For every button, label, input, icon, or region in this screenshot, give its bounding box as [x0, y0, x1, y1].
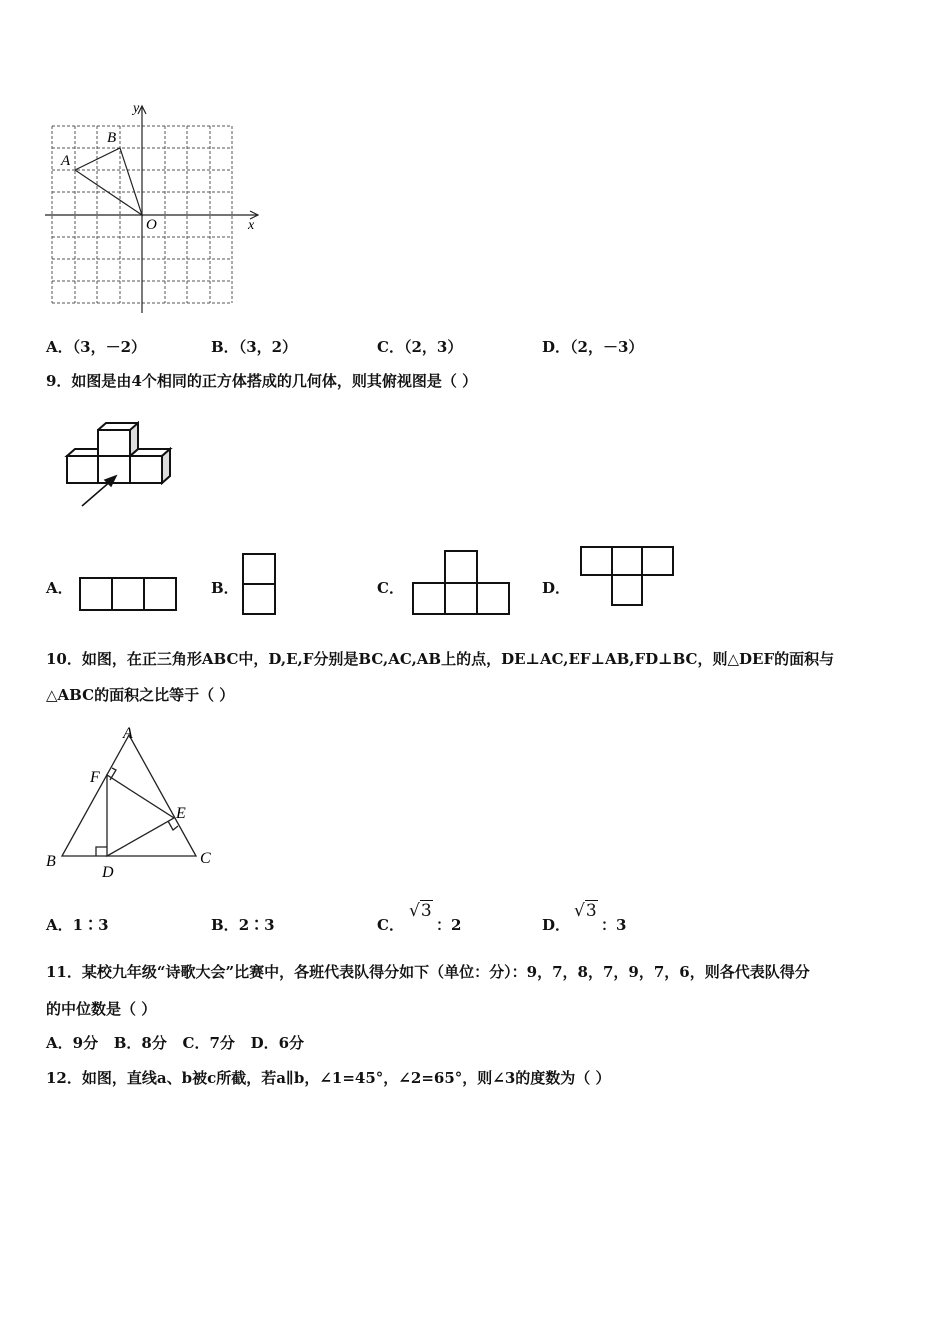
- q10-option-d-sqrt: [574, 901, 598, 921]
- vertex-c-label: C: [200, 850, 211, 867]
- triangle-def: [107, 775, 174, 856]
- q11-stem-line2: 的中位数是（ ）: [46, 1000, 157, 1018]
- vertex-b-label: B: [46, 853, 56, 870]
- point-a-label: A: [61, 153, 71, 169]
- option-label: C．: [377, 338, 404, 356]
- option-text: 2∶3: [238, 916, 275, 934]
- option-label: C．: [377, 916, 404, 934]
- q9-option-b-label[interactable]: B．: [211, 579, 239, 597]
- sqrt-sign: √: [409, 901, 420, 921]
- q10-option-c[interactable]: [377, 914, 404, 935]
- y-axis-label: y: [133, 101, 140, 116]
- q8-option-b[interactable]: [211, 336, 297, 357]
- option-label: B．: [211, 338, 239, 356]
- option-text: （3，－2）: [72, 338, 147, 356]
- option-text: （2，3）: [403, 338, 463, 356]
- q8-option-c[interactable]: [377, 336, 462, 357]
- sqrt-sign: √: [574, 901, 585, 921]
- q9-stem: 9．如图是由4个相同的正方体搭成的几何体，则其俯视图是（ ）: [46, 372, 478, 390]
- option-label: A．: [46, 916, 73, 934]
- q9-option-a-figure[interactable]: [79, 577, 179, 613]
- q9-option-a-label[interactable]: A．: [46, 579, 73, 597]
- q10-option-d-suffix: ：3: [601, 916, 627, 934]
- x-axis-label: x: [248, 218, 255, 233]
- q8-option-d[interactable]: [542, 336, 643, 357]
- q10-option-a[interactable]: [46, 914, 109, 935]
- q9-option-c-figure[interactable]: [412, 550, 512, 616]
- vertex-e-label: E: [176, 805, 186, 822]
- q10-option-d[interactable]: [542, 914, 570, 935]
- option-label: A．: [46, 338, 73, 356]
- triangle-abc: [62, 735, 196, 856]
- q9-option-d-figure[interactable]: [580, 546, 680, 608]
- origin-label: O: [146, 217, 157, 233]
- q8-coordinate-figure: [40, 98, 270, 323]
- point-b-label: B: [107, 130, 117, 146]
- option-label: D．: [542, 916, 571, 934]
- right-angle-d: [96, 847, 107, 856]
- vertex-d-label: D: [102, 864, 114, 881]
- q9-option-d-label[interactable]: D．: [542, 579, 571, 597]
- option-text: 1∶3: [72, 916, 109, 934]
- vertex-a-label: A: [123, 725, 133, 742]
- triangle-aob: [75, 148, 142, 215]
- q10-stem-line2: △ABC的面积之比等于（ ）: [46, 686, 235, 704]
- option-text: （3，2）: [238, 338, 298, 356]
- q9-option-b-figure[interactable]: [242, 553, 278, 615]
- q9-option-c-label[interactable]: C．: [377, 579, 404, 597]
- option-label: D．: [542, 338, 571, 356]
- q11-stem-line1: 11．某校九年级“诗歌大会”比赛中，各班代表队得分如下（单位：分）：9，7，8，7，9，7，6，则各代表队得分: [46, 963, 810, 981]
- q10-option-c-suffix: ：2: [436, 916, 462, 934]
- option-label: B．: [211, 916, 239, 934]
- q10-option-c-sqrt: [409, 901, 433, 921]
- radicand: 3: [585, 901, 597, 921]
- q10-triangle-figure: [40, 722, 230, 884]
- vertex-f-label: F: [90, 769, 100, 786]
- option-text: （2，－3）: [570, 338, 644, 356]
- q9-cube-figure: [60, 418, 190, 513]
- right-angle-e: [168, 821, 178, 830]
- q10-option-b[interactable]: [211, 914, 275, 935]
- q11-options[interactable]: A．9分 B．8分 C．7分 D．6分: [46, 1034, 305, 1052]
- q10-stem-line1: 10．如图，在正三角形ABC中，D,E,F分别是BC,AC,AB上的点，DE⊥AC,EF⊥AB,FD⊥BC，则△DEF的面积与: [46, 650, 835, 668]
- q12-stem: 12．如图，直线a、b被c所截，若a∥b，∠1=45°，∠2=65°，则∠3的度数为（ ）: [46, 1069, 611, 1087]
- q8-option-a[interactable]: [46, 336, 146, 357]
- radicand: 3: [420, 901, 432, 921]
